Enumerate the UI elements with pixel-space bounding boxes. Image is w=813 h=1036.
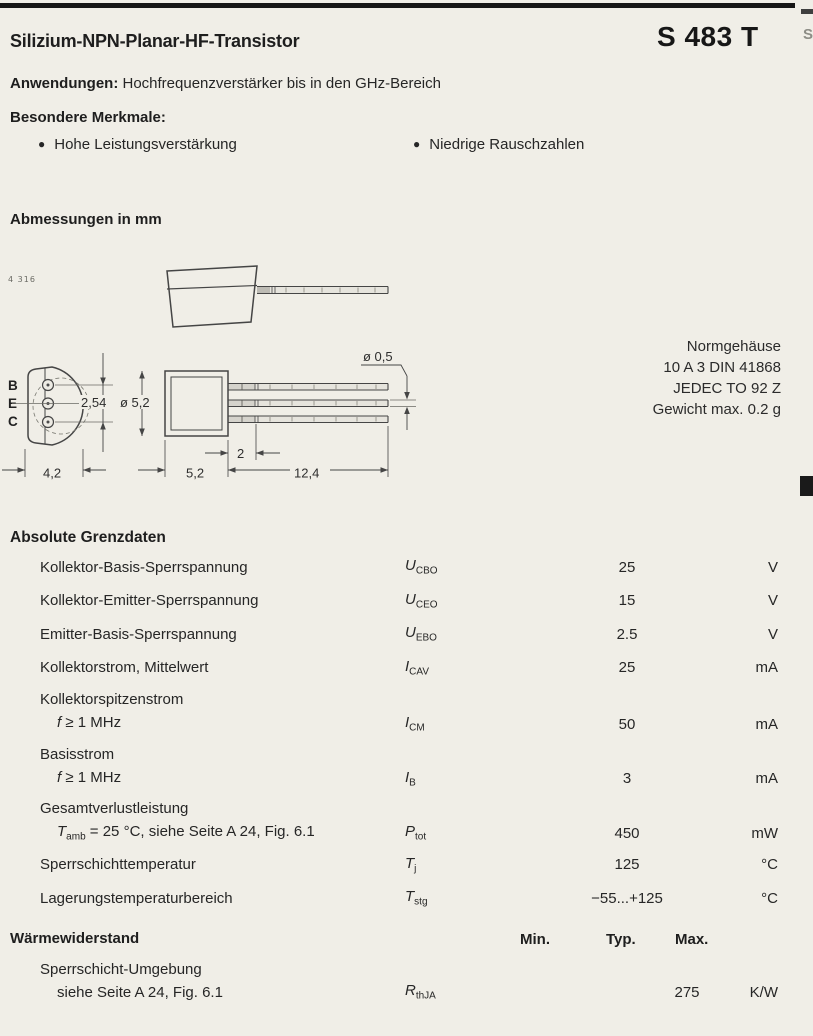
symbol-cell: $U_{CEO}$ [405,590,438,610]
parameter-name: Kollektorstrom, Mittelwert [40,659,209,676]
page-edge-mark [801,9,813,14]
dim-lead-length: 12,4 [294,465,320,481]
value-cell: 2.5 [616,625,638,643]
table-row [40,745,778,789]
thermal-heading: Wärmewiderstand [10,930,140,947]
package-front-view [2,353,119,481]
top-rule [0,3,795,8]
parameter-name: Lagerungstemperaturbereich [40,889,233,907]
package-note [653,336,781,420]
unit-cell: K/W [749,984,778,1001]
parameter-name: Basisstrom [40,745,115,763]
dim-body-width: 5,2 [186,465,205,481]
value-cell: 3 [622,770,632,787]
unit-cell: °C [761,856,778,873]
value-cell: 50 [618,715,636,733]
symbol-cell: $I_{CAV}$ [405,657,429,677]
feature-item [413,136,584,153]
parameter-name: Gesamtverlustleistung [40,800,189,817]
pin-label-b: B [8,378,18,393]
pin-label-e: E [8,396,18,411]
bullet-icon: ● [413,137,421,151]
table-row [40,657,778,678]
dim-pin-pitch: 2,54 [81,395,107,410]
parameter-cell [40,558,405,577]
package-side-view [118,349,416,481]
unit-cell: V [767,558,778,576]
column-header-min: Min. [520,931,550,948]
column-header-typ: Typ. [606,931,636,948]
parameter-cell [40,799,405,843]
symbol-cell: $R_{thJA}$ [405,982,436,1002]
feature-label: Hohe Leistungsverstärkung [54,136,237,153]
package-note-line: Normgehäuse [686,338,781,355]
table-row [40,556,778,577]
dimensions-heading: Abmessungen in mm [10,211,162,228]
column-header-max: Max. [675,931,709,948]
unit-cell: mA [755,715,778,733]
parameter-name: Kollektor-Basis-Sperrspannung [40,558,248,576]
table-row [40,854,778,875]
unit-cell: °C [761,889,778,907]
parameter-cell [40,889,405,908]
parameter-cell [40,745,405,789]
parameter-name: Sperrschichttemperatur [40,856,196,873]
parameter-cell [40,855,405,874]
max-value-cell: 275 [674,984,700,1001]
applications-line [10,75,441,92]
applications-text: Hochfrequenzverstärker bis in den GHz-Bereich [122,75,441,92]
page-edge-letter: S [803,26,813,43]
page-title: Silizium-NPN-Planar-HF-Transistor [10,31,300,51]
parameter-condition: f ≥ 1 MHz [57,714,122,731]
symbol-cell: $T_{stg}$ [405,888,428,908]
feature-label: Niedrige Rauschzahlen [429,136,585,153]
dim-body-diameter: ø 5,2 [120,395,150,410]
limits-section [0,528,813,921]
symbol-cell: $I_{CM}$ [405,714,425,734]
applications-label: Anwendungen: [10,75,119,92]
unit-cell: V [767,625,778,643]
parameter-condition: $T_{amb} = 25$ °C, siehe Seite A 24, Fig. 6.1 [57,823,315,843]
unit-cell: mA [755,770,778,787]
table-row [40,887,778,908]
unit-cell: mA [755,659,778,676]
bullet-icon: ● [38,137,46,151]
parameter-condition: siehe Seite A 24, Fig. 6.1 [57,984,223,1001]
package-note-line: 10 A 3 DIN 41868 [663,359,781,376]
parameter-cell [40,690,405,734]
package-note-line: Gewicht max. 0.2 g [652,401,781,418]
parameter-name: Emitter-Basis-Sperrspannung [40,625,237,643]
dim-lead-diameter: ø 0,5 [363,349,393,364]
value-cell: 15 [618,592,636,609]
table-row [40,690,778,734]
value-cell: −55...+125 [591,889,663,907]
symbol-cell: $I_B$ [405,768,416,788]
limits-heading: Absolute Grenzdaten [10,529,166,546]
part-number: S 483 T [657,21,759,52]
value-cell: 25 [618,659,636,676]
parameter-name: Kollektorspitzenstrom [40,691,184,708]
drawing-code: 4 316 [8,275,36,284]
table-row [40,623,778,644]
features-heading: Besondere Merkmale: [10,109,166,126]
parameter-name: Kollektor-Emitter-Sperrspannung [40,592,259,609]
table-row [40,799,778,843]
symbol-cell: $T_j$ [405,854,417,874]
dim-depth: 4,2 [43,465,62,481]
parameter-cell [40,658,405,677]
package-top-view [167,266,388,327]
table-row [40,590,778,611]
unit-cell: V [767,592,778,609]
value-cell: 450 [614,824,640,842]
pin-label-c: C [8,414,18,429]
value-cell: 25 [618,558,636,576]
limits-table [40,556,778,908]
symbol-cell: $U_{EBO}$ [405,624,437,644]
value-cell: 125 [614,856,640,873]
thermal-section [0,929,813,1009]
symbol-cell: $U_{CBO}$ [405,557,438,577]
parameter-condition: f ≥ 1 MHz [57,768,122,786]
unit-cell: mW [751,824,778,842]
parameter-cell [40,625,405,644]
feature-item [38,136,237,153]
package-note-line: JEDEC TO 92 Z [673,380,781,397]
parameter-cell [40,591,405,610]
symbol-cell: $P_{tot}$ [405,823,427,843]
dim-lead-stub: 2 [237,446,245,461]
parameter-name: Sperrschicht-Umgebung [40,961,202,978]
